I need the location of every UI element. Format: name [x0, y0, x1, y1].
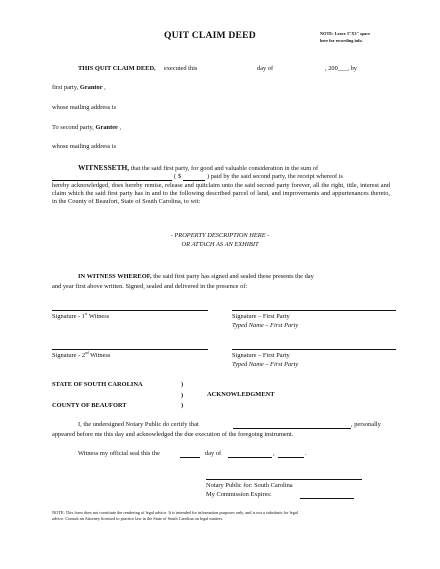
witnesseth-lead: WITNESSETH,: [78, 163, 130, 172]
seal-comma: ,: [273, 450, 275, 457]
first-party-label: first party,: [52, 84, 80, 91]
seal-period: .: [305, 450, 307, 457]
executed-this-label: executed this: [163, 65, 198, 72]
witness-1-label-b: Witness: [87, 313, 110, 320]
first-party-signature-label-2: Signature – First Party: [232, 352, 290, 359]
paren-open: (: [174, 173, 177, 180]
commission-expires-label: My Commission Expires:: [206, 491, 272, 498]
notary-signature-line: [206, 479, 362, 480]
witnesseth-line-1: [78, 164, 318, 173]
property-description-line-2: OR ATTACH AS AN EXHIBIT: [181, 241, 259, 248]
second-party-label: To second party,: [52, 124, 96, 131]
first-party-signature-line-1: [232, 310, 396, 311]
disclaimer-line-2: advice. Consult an Attorney licensed to practice law in the State of South Carolina on legal matters.: [52, 516, 224, 521]
recording-note-line-1: NOTE: Leave 3"X3" space: [320, 31, 371, 36]
grantor-comma: ,: [102, 84, 106, 91]
deed-intro-lead: THIS QUIT CLAIM DEED,: [78, 65, 156, 72]
notary-certify-name-line: [233, 428, 351, 429]
witness-1-sup: st: [85, 311, 88, 316]
disclaimer-line-1: NOTE: This form does not constitute the rendering of legal advice. It is intended for information purposes only, and is not a substitute for legal: [52, 510, 298, 515]
state-label: STATE OF SOUTH CAROLINA: [52, 381, 143, 388]
consideration-words-line: [52, 180, 172, 181]
witness-2-sup: nd: [85, 350, 89, 355]
second-party-line: [52, 124, 121, 132]
property-description-line-1: - PROPERTY DESCRIPTION HERE -: [170, 232, 270, 239]
acknowledgment-heading: ACKNOWLEDGMENT: [207, 391, 275, 398]
seal-month-line: [228, 457, 272, 458]
first-party-signature-label-1: Signature – First Party: [232, 313, 290, 320]
document-title: QUIT CLAIM DEED: [164, 30, 256, 41]
witnesseth-body: hereby acknowledged, does hereby remise, release and quitclaim unto the said second party forever, all the right, title, interest and claim which the said first party has in and to the following described parcel of land, and improvements and appurtenances thereto, in the County of Beaufort, State of South Carolina, to wit:: [52, 182, 390, 205]
first-party-signature-line-2: [232, 349, 396, 350]
deed-intro-line: [78, 65, 197, 73]
witnesseth-line-1-text: that the said first party, for good and valuable consideration in the sum of: [129, 165, 319, 172]
notary-certify-line-2: appeared before me this day and acknowledged the due execution of the foregoing instrument.: [52, 431, 294, 438]
witness-2-label-b: Witness: [88, 352, 111, 359]
in-witness-lead: IN WITNESS WHEREOF,: [78, 273, 152, 280]
witness-1-signature-line: [52, 310, 208, 311]
first-party-mailing-address-label: whose mailing address is: [52, 104, 117, 111]
in-witness-line-2: and year first above written. Signed, sealed and delivered in the presence of:: [52, 283, 248, 290]
first-party-line: [52, 84, 106, 92]
witness-1-signature-label: [52, 313, 109, 321]
middle-paren: ): [181, 392, 184, 399]
day-of-label: day of: [257, 65, 274, 72]
state-paren: ): [181, 381, 184, 388]
in-witness-line-1-text: the said first party has signed and sealed these presents the day: [151, 273, 314, 280]
commission-expires-line: [300, 498, 354, 499]
in-witness-line-1: [78, 273, 314, 281]
witnesseth-line-2-text: ) paid by the said second party, the receipt whereof is: [207, 173, 344, 180]
seal-year-line: [278, 457, 304, 458]
recording-note-line-2: here for recording info.: [320, 38, 363, 43]
year-by-label: , 200___, by: [325, 65, 357, 72]
official-seal-text: Witness my official seal this the: [78, 450, 160, 457]
dollar-sign: $: [178, 173, 182, 180]
seal-day-of-label: day of: [205, 450, 222, 457]
county-label: COUNTY OF BEAUFORT: [52, 402, 127, 409]
witness-2-signature-line: [52, 349, 208, 350]
grantor-label: Grantor: [79, 84, 103, 91]
witness-2-signature-label: [52, 352, 110, 360]
first-party-typed-name-label-2: Typed Name – First Party: [232, 361, 299, 368]
notary-certify-text: I, the undersigned Notary Public do certify that: [78, 421, 199, 428]
grantee-comma: ,: [117, 124, 122, 131]
consideration-amount-line: [183, 180, 205, 181]
witness-1-label-a: Signature - 1: [52, 313, 86, 320]
notary-public-for-label: Notary Public for: South Carolina: [206, 482, 293, 489]
grantee-label: Grantee: [95, 124, 118, 131]
seal-day-line: [180, 457, 200, 458]
county-paren: ): [181, 402, 184, 409]
personally-label: , personally: [351, 421, 381, 428]
first-party-typed-name-label-1: Typed Name – First Party: [232, 322, 299, 329]
second-party-mailing-address-label: whose mailing address is: [52, 143, 117, 150]
witness-2-label-a: Signature - 2: [52, 352, 86, 359]
